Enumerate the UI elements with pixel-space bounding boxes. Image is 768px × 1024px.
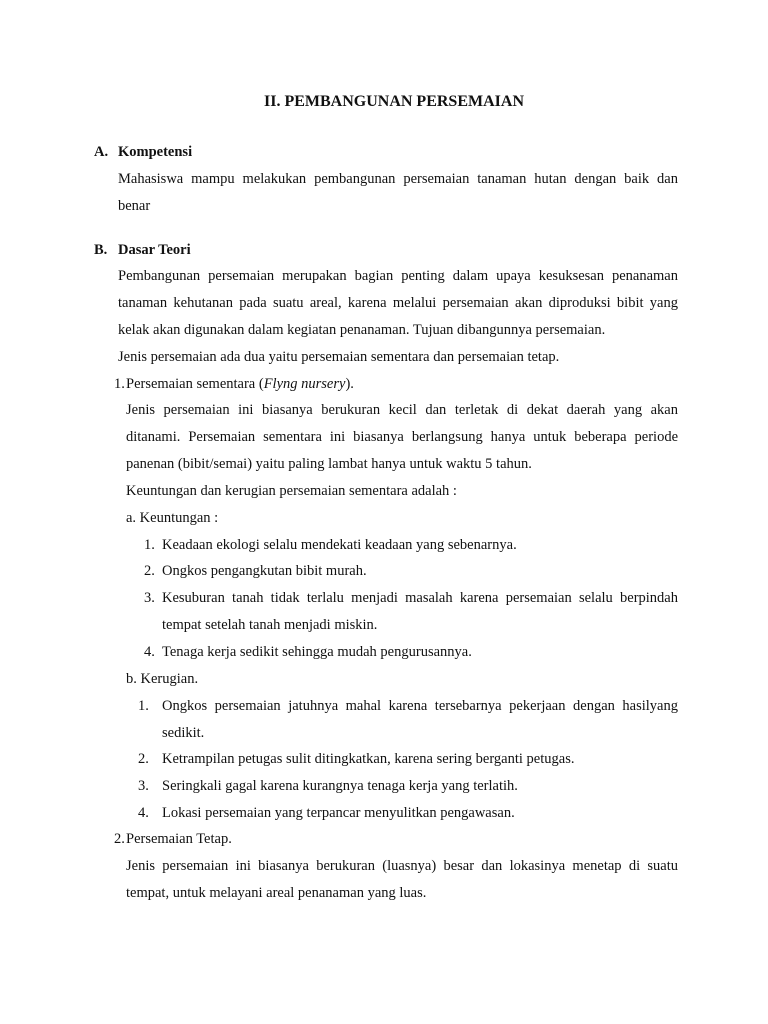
page-title: II. PEMBANGUNAN PERSEMAIAN [263,93,524,110]
item-1-marker: 1. [114,376,125,392]
advantage-3-cont: tempat setelah tanah menjadi miskin. [162,617,378,633]
disadvantage-3-text: Seringkali gagal karena kurangnya tenaga kerja yang terlatih. [162,778,518,794]
item-1-line-3: panenan (bibit/semai) yaitu paling lambat hanya untuk waktu 5 tahun. [126,456,532,472]
disadvantage-2-text: Ketrampilan petugas sulit ditingkatkan, karena sering berganti petugas. [162,751,575,767]
advantage-1-text: Keadaan ekologi selalu mendekati keadaan yang sebenarnya. [162,537,517,553]
section-b-marker: B. [94,242,108,258]
section-b-line-4: Jenis persemaian ada dua yaitu persemaian sementara dan persemaian tetap. [118,349,560,365]
section-b-heading: Dasar Teori [118,242,191,258]
disadvantage-4-text: Lokasi persemaian yang terpancar menyulitkan pengawasan. [162,805,515,821]
item-2-line-2: tempat, untuk melayani areal penanaman yang luas. [126,885,427,901]
item-1-line-4: Keuntungan dan kerugian persemaian sementara adalah : [126,483,457,499]
disadvantage-1-text: Ongkos persemaian jatuhnya mahal karena tersebarnya pekerjaan dengan hasilyang [162,698,678,714]
disadvantage-4-num: 4. [138,805,149,821]
section-b-line-1: Pembangunan persemaian merupakan bagian penting dalam upaya kesuksesan penanaman [118,268,678,284]
advantage-4-num: 4. [144,644,155,660]
section-a-line-2: benar [118,198,151,214]
disadvantage-3-num: 3. [138,778,149,794]
item-1-label-text: Persemaian sementara ( [126,376,264,392]
section-a-line-1: Mahasiswa mampu melakukan pembangunan persemaian tanaman hutan dengan baik dan [118,171,678,187]
disadvantage-1-cont: sedikit. [162,725,205,741]
item-1-line-2: ditanami. Persemaian sementara ini biasanya berlangsung hanya untuk beberapa periode [126,429,678,445]
disadvantage-2-num: 2. [138,751,149,767]
item-2-line-1: Jenis persemaian ini biasanya berukuran (luasnya) besar dan lokasinya menetap di suatu [126,858,678,874]
disadvantages-label: b. Kerugian. [126,671,199,687]
advantage-3-num: 3. [144,590,155,606]
disadvantage-1-num: 1. [138,698,149,714]
section-b-line-2: tanaman kehutanan pada suatu areal, karena melalui persemaian akan diproduksi bibit yang [118,295,678,311]
advantage-3-text: Kesuburan tanah tidak terlalu menjadi masalah karena persemaian selalu berpindah [162,590,678,606]
advantage-4-text: Tenaga kerja sedikit sehingga mudah pengurusannya. [162,644,472,660]
section-b-line-3: kelak akan digunakan dalam kegiatan penanaman. Tujuan dibangunnya persemaian. [118,322,606,338]
advantage-1-num: 1. [144,537,155,553]
advantages-label: a. Keuntungan : [126,510,219,526]
section-a-heading: Kompetensi [118,144,193,160]
item-2-label: Persemaian Tetap. [126,831,232,847]
item-1-label-italic: Flyng nursery [263,376,346,392]
item-2-marker: 2. [114,831,125,847]
section-a-marker: A. [94,144,109,160]
item-1-label [126,375,354,393]
advantage-2-num: 2. [144,563,155,579]
item-1-line-1: Jenis persemaian ini biasanya berukuran kecil dan terletak di dekat daerah yang akan [126,402,678,418]
item-1-label-suffix: ). [345,376,354,392]
advantage-2-text: Ongkos pengangkutan bibit murah. [162,563,367,579]
